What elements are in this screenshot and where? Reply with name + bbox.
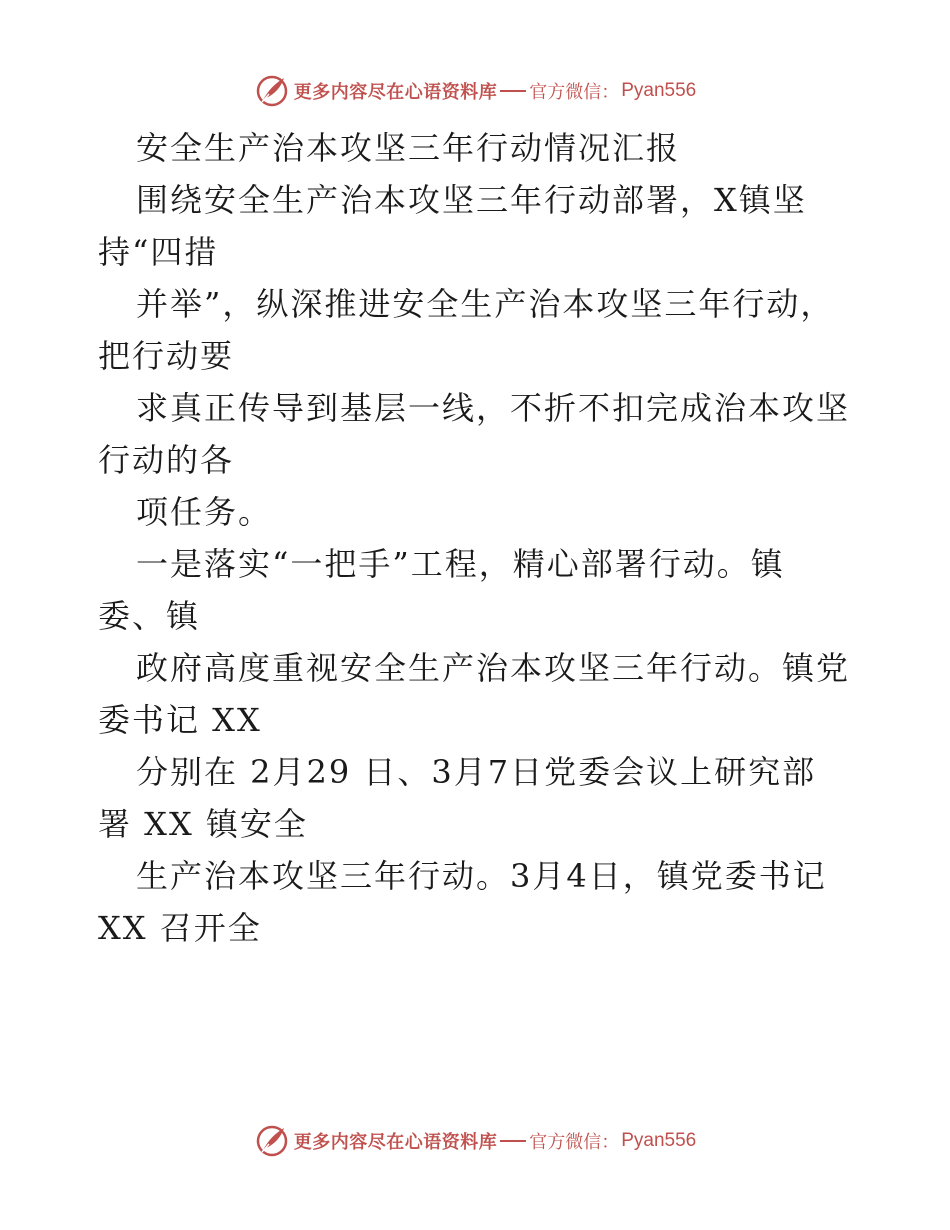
text-line: 委、镇: [98, 597, 201, 635]
footer-watermark-banner: [0, 1121, 950, 1161]
text-line: 一是落实“一把手”工程，精心部署行动。镇: [136, 545, 785, 583]
banner-dash: [500, 1140, 526, 1142]
text-line: 署 XX 镇安全: [98, 805, 308, 843]
feather-pen-logo-icon: [254, 73, 290, 109]
text-line: 安全生产治本攻坚三年行动情况汇报: [136, 129, 681, 167]
wechat-id: Pyan556: [621, 80, 697, 101]
brand-name: 更多内容尽在心语资料库: [293, 82, 498, 103]
text-line: 委书记 XX: [98, 701, 262, 739]
text-line: 并举”，纵深推进安全生产治本攻坚三年行动，: [136, 285, 835, 323]
text-line: 围绕安全生产治本攻坚三年行动部署，X镇坚: [136, 181, 807, 219]
official-wechat-label: 官方微信：: [529, 1132, 620, 1153]
text-line: 分别在 2月29 日、3月7日党委会议上研究部: [136, 753, 817, 791]
document-body: [98, 122, 858, 954]
text-line: 行动的各: [98, 441, 235, 479]
wechat-id: Pyan556: [621, 1130, 697, 1151]
header-watermark-banner: [0, 71, 950, 111]
text-line: 持“四措: [98, 233, 219, 271]
text-line: 生产治本攻坚三年行动。3月4日，镇党委书记: [136, 857, 827, 895]
feather-pen-logo-icon: [254, 1123, 290, 1159]
text-line: XX 召开全: [98, 909, 262, 947]
text-line: 政府高度重视安全生产治本攻坚三年行动。镇党: [136, 649, 851, 687]
official-wechat-label: 官方微信：: [529, 82, 620, 103]
banner-dash: [500, 90, 526, 92]
text-line: 项任务。: [136, 493, 273, 531]
brand-name: 更多内容尽在心语资料库: [293, 1132, 498, 1153]
text-line: 把行动要: [98, 337, 235, 375]
text-line: 求真正传导到基层一线，不折不扣完成治本攻坚: [136, 389, 851, 427]
